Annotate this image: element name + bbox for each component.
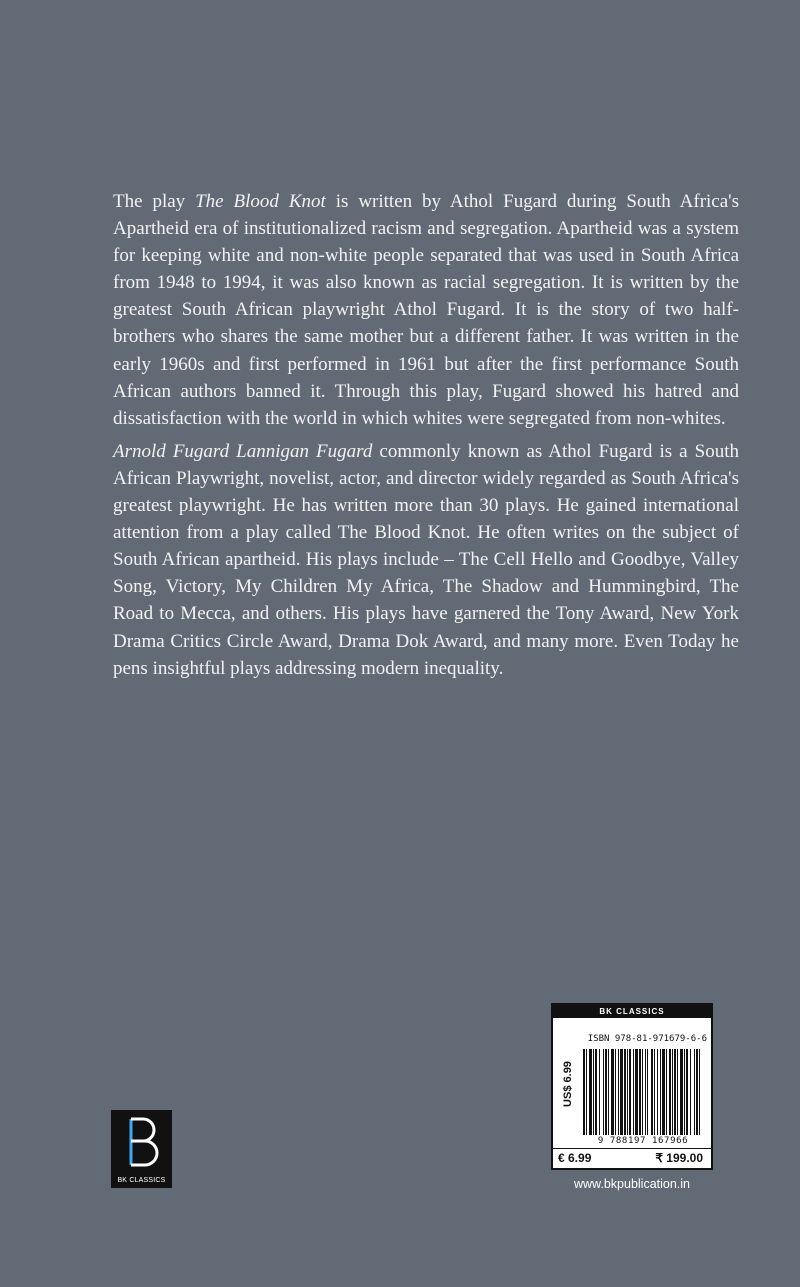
blurb-paragraph-1	[113, 188, 739, 432]
author-full-name: Arnold Fugard Lannigan Fugard	[113, 440, 373, 462]
barcode-bar	[672, 1049, 673, 1135]
barcode-bars	[583, 1049, 703, 1135]
barcode-bar	[633, 1049, 634, 1135]
barcode-bar	[690, 1049, 691, 1135]
usd-price: US$ 6.99	[562, 1061, 574, 1107]
barcode-header: BK CLASSICS	[553, 1005, 711, 1018]
barcode-bar	[583, 1049, 585, 1135]
barcode-bar	[595, 1049, 597, 1135]
barcode-panel	[551, 1003, 713, 1170]
barcode-bar	[669, 1049, 671, 1135]
blurb-p2-body: commonly known as Athol Fugard is a South African Playwright, novelist, actor, and director widely regarded as South Africa's greatest playwright. He has written more than 30 plays. He gained international attention from a play called The Blood Knot. He often writes on the subject of South African apartheid. His plays include – The Cell Hello and Goodbye, Valley Song, Victory, My Children My Africa, The Shadow and Hummingbird, The Road to Mecca, and others. His plays have garnered the Tony Award, New York Drama Critics Circle Award, Drama Dok Award, and many more. Even Today he pens insightful plays addressing modern inequality.	[113, 440, 740, 679]
barcode-bar	[593, 1049, 594, 1135]
barcode-number: 9 788197 167966	[597, 1136, 689, 1146]
barcode-bar	[677, 1049, 678, 1135]
blurb-paragraph-2	[113, 438, 739, 682]
barcode-bar	[586, 1049, 587, 1135]
price-row	[553, 1148, 711, 1168]
barcode-bar	[684, 1049, 685, 1135]
publisher-website[interactable]: www.bkpublication.in	[573, 1177, 691, 1191]
barcode-bar	[620, 1049, 623, 1135]
play-title: The Blood Knot	[195, 191, 326, 212]
barcode-bar	[624, 1049, 626, 1135]
barcode-bar	[629, 1049, 631, 1135]
barcode-bar	[651, 1049, 653, 1135]
publisher-logo	[111, 1110, 172, 1188]
blurb-p1-body: is written by Athol Fugard during South Africa's Apartheid era of institutionalized racism and segregation. Apartheid was a system for keeping white and non-white people separated that was used in South Africa from 1948 to 1994, it was also known as racial segregation. It is written by the greatest South African playwright Athol Fugard. It is the story of two half-brothers who shares the same mother but a different father. It was written in the early 1960s and first performed in 1961 but after the first performance South African authors banned it. Through this play, Fugard showed his hatred and dissatisfaction with the world in which whites were segregated from non-whites.	[113, 191, 739, 429]
barcode-bar	[654, 1049, 655, 1135]
barcode-bar	[589, 1049, 592, 1135]
barcode-bar	[603, 1049, 604, 1135]
inr-price: ₹ 199.00	[655, 1151, 703, 1165]
barcode-bar	[662, 1049, 665, 1135]
barcode-bar	[618, 1049, 619, 1135]
barcode-bar	[605, 1049, 607, 1135]
barcode-bar	[647, 1049, 648, 1135]
bk-monogram-icon	[119, 1116, 164, 1168]
barcode-bar	[666, 1049, 667, 1135]
barcode-bar	[645, 1049, 646, 1135]
barcode-bar	[696, 1049, 698, 1135]
barcode-bar	[608, 1049, 609, 1135]
barcode-bar	[611, 1049, 614, 1135]
barcode-bar	[642, 1049, 643, 1135]
logo-label: BK CLASSICS	[117, 1177, 166, 1184]
barcode-bar	[639, 1049, 641, 1135]
isbn-text: ISBN 978-81-971679-6-6	[587, 1034, 707, 1044]
barcode-bar	[635, 1049, 638, 1135]
barcode-bar	[657, 1049, 658, 1135]
back-cover-blurb	[113, 188, 739, 688]
barcode-bar	[674, 1049, 676, 1135]
barcode-bar	[599, 1049, 600, 1135]
barcode-bar	[699, 1049, 700, 1135]
barcode-bar	[680, 1049, 683, 1135]
barcode-bar	[694, 1049, 695, 1135]
eur-price: € 6.99	[558, 1151, 592, 1165]
barcode-bar	[660, 1049, 661, 1135]
barcode-bar	[615, 1049, 616, 1135]
barcode-bar	[686, 1049, 688, 1135]
blurb-p1-intro: The play	[113, 191, 196, 212]
barcode-bar	[627, 1049, 628, 1135]
